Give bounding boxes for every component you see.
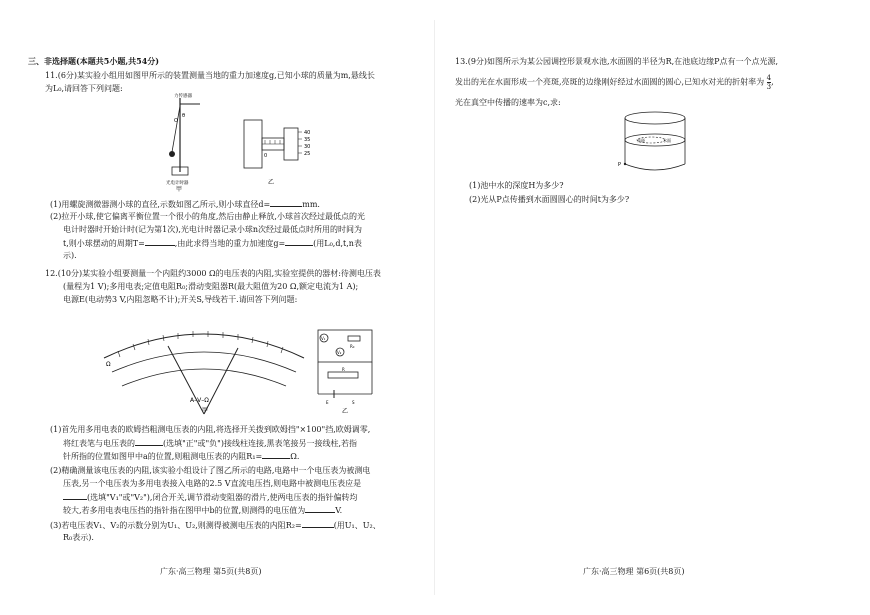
tick-40: 40	[304, 130, 311, 136]
q11-sub1-text: (1)用螺旋测微器测小球的直径,示数如图乙所示,则小球直径d=	[50, 200, 271, 209]
q13-line2a: 发出的光在水面形成一个亮斑,亮斑的边缘刚好经过水面圆的圆心,已知水对光的折射率为	[455, 77, 765, 87]
micrometer-thimble	[284, 128, 298, 160]
q13-line2b: ,	[771, 77, 774, 87]
fraction-denominator: 3	[766, 83, 772, 91]
fig-caption-yi-q12: 乙	[342, 408, 349, 414]
q12-sub3-line1b: (用U₁、U₂、	[333, 521, 381, 530]
answer-blank-R2[interactable]	[302, 519, 334, 528]
dial-omega-label: Ω	[106, 361, 111, 368]
pool-top-rim	[625, 112, 685, 124]
timer-label: 光电计时器	[166, 181, 189, 186]
q11-sub2-line2: 电计时器时开始计时(记为第1次),光电计时器记录小球n次经过最低点时所用的时间为	[63, 225, 363, 234]
q11-sub2-line1: (2)拉开小球,使它偏离平衡位置一个很小的角度,然后由静止释放,小球首次经过最低点的光	[50, 212, 365, 221]
q11-sub2-line3b: ,由此求得当地的重力加速度g=	[174, 239, 286, 248]
answer-blank-terminal[interactable]	[135, 437, 163, 446]
fig-caption-yi: 乙	[268, 179, 275, 186]
q12-sub2-line1: (2)精确测量该电压表的内阻,该实验小组设计了图乙所示的电路,电路中一个电压表为被测电	[50, 466, 371, 475]
q12-sub1-line3	[63, 450, 299, 462]
fraction-numerator: 4	[766, 74, 772, 82]
q12-sub3-line1	[50, 519, 381, 531]
q12-sub2-line4a: 较大,若多用电表电压挡的指针指在图甲中b的位置,则测得的电压值为	[63, 506, 306, 515]
q11-line2: 为L₀,请回答下列问题:	[45, 84, 123, 93]
s-label: S	[352, 400, 355, 405]
q12-line3: 电源E(电动势3 V,内阻忽略不计);开关S,导线若干.请回答下列问题:	[63, 295, 298, 304]
sensor-label: 力传感器	[174, 94, 192, 99]
answer-blank-R1[interactable]	[262, 450, 290, 459]
water-surface	[625, 134, 685, 146]
pendulum-string	[172, 106, 180, 152]
micrometer-frame	[244, 120, 262, 168]
bright-spot-label: 亮斑	[637, 138, 645, 143]
water-surface-label: 水面	[663, 138, 671, 143]
q12-line2: (量程为1 V);多用电表;定值电阻R₀;滑动变阻器R(最大阻值为20 Ω,额定电流为1 A);	[63, 282, 359, 291]
q13-line2	[455, 74, 774, 91]
q12-sub1-line3b: Ω.	[290, 452, 300, 461]
q11-sub2-line3	[63, 237, 362, 249]
r0-label: R₀	[350, 344, 355, 349]
pool-bottom	[625, 164, 685, 170]
q12-sub1-line3a: 针所指的位置如图甲中a的位置,则粗测电压表的内阻R₁=	[63, 452, 263, 461]
q13-sub2: (2)光从P点传播到水面圆圆心的时间t为多少?	[469, 195, 630, 204]
q12-sub2-line3	[63, 491, 358, 503]
right-page	[435, 0, 870, 615]
o-label: O	[174, 118, 178, 124]
tick-35: 35	[304, 137, 311, 143]
page-footer-right: 广东·高三物理 第6页(共8页)	[583, 567, 685, 576]
section-heading: 三、非选择题(本题共5小题,共54分)	[28, 56, 160, 66]
q12-sub1-line2	[63, 437, 357, 449]
pointer-b	[204, 348, 238, 414]
page-footer-left: 广东·高三物理 第5页(共8页)	[160, 567, 262, 576]
r-label: R	[342, 367, 345, 372]
theta-label: θ	[182, 113, 186, 119]
answer-blank-d[interactable]	[270, 198, 302, 207]
q11-sub2-line3c: (用L₀,d,t,n表	[313, 239, 362, 248]
answer-blank-voltage[interactable]	[305, 504, 335, 513]
e-label: E	[326, 400, 329, 405]
q12-figure-yi	[312, 324, 378, 414]
resistor-r0	[348, 336, 360, 341]
light-source-p	[624, 163, 626, 165]
q12-sub2-line2: 压表,另一个电压表为多用电表接入电路的2.5 V直流电压挡,则电路中被测电压表应是	[63, 479, 362, 488]
v2-label: V₂	[337, 350, 342, 355]
tick-30: 30	[304, 144, 311, 150]
tick-25: 25	[304, 151, 311, 157]
q13-line3: 光在真空中传播的速率为c,求:	[455, 98, 561, 107]
pendulum-ball	[169, 151, 175, 157]
fig-caption-jia: 甲	[176, 186, 183, 192]
q11-figure-yi	[240, 112, 320, 192]
q12-sub3-line1a: (3)若电压表V₁、V₂的示数分别为U₁、U₂,则测得被测电压表的内阻R₂=	[50, 521, 302, 530]
dial-arc-outer	[104, 334, 304, 358]
q11-sub2-line4: 示).	[63, 251, 77, 260]
q12-sub1-line1: (1)首先用多用电表的欧姆挡粗测电压表的内阻,将选择开关拨到欧姆挡"×100"挡,欧姆调零,	[50, 425, 371, 434]
q12-line1: 12.(10分)某实验小组要测量一个内阻约3000 Ω的电压表的内阻,实验室提供的器材:待测电压表	[45, 269, 381, 278]
answer-blank-g[interactable]	[285, 237, 313, 246]
q13-line1: 13.(9分)如图所示为某公园调控形景观水池,水面圆的半径为R,在池底边缘P点有一个点光源,	[455, 57, 779, 66]
answer-blank-voltmeter[interactable]	[63, 491, 87, 500]
v1-label: V₁	[321, 336, 326, 341]
fig-caption-jia-q12: 甲	[202, 407, 209, 414]
q11-sub2-line3a: t,则小球摆动的周期T=	[63, 239, 145, 248]
q11-line1: 11.(6分)某实验小组用如图甲所示的装置测量当地的重力加速度g,已知小球的质量为m,悬线长	[45, 71, 375, 80]
dial-avo-label: A–V–Ω	[190, 397, 209, 404]
dial-ticks	[118, 331, 283, 357]
sleeve-zero: 0	[264, 153, 268, 159]
q12-sub2-line4b: V.	[335, 506, 343, 515]
dial-arc-inner	[122, 369, 286, 386]
q12-sub2-line3a: (选填"V₁"或"V₂"),闭合开关,调节滑动变阻器的滑片,使两电压表的指针偏转均	[87, 493, 358, 502]
q11-sub1	[50, 198, 320, 210]
q13-figure	[615, 108, 695, 174]
q11-sub1-unit: mm.	[302, 200, 320, 209]
q12-sub1-line2a: 将红表笔与电压表的	[63, 439, 135, 448]
q13-sub1: (1)池中水的深度H为多少?	[469, 181, 564, 190]
q12-figure-jia	[98, 316, 310, 416]
q11-figure-jia	[160, 92, 220, 192]
p-label: P	[618, 162, 622, 168]
q12-sub3-line2: R₀表示).	[63, 533, 94, 542]
q12-sub1-line2b: (选填"正"或"负")接线柱连接,黑表笔接另一接线柱,若指	[163, 439, 358, 448]
answer-blank-T[interactable]	[145, 237, 175, 246]
rheostat	[328, 372, 358, 378]
q12-sub2-line4	[63, 504, 342, 516]
